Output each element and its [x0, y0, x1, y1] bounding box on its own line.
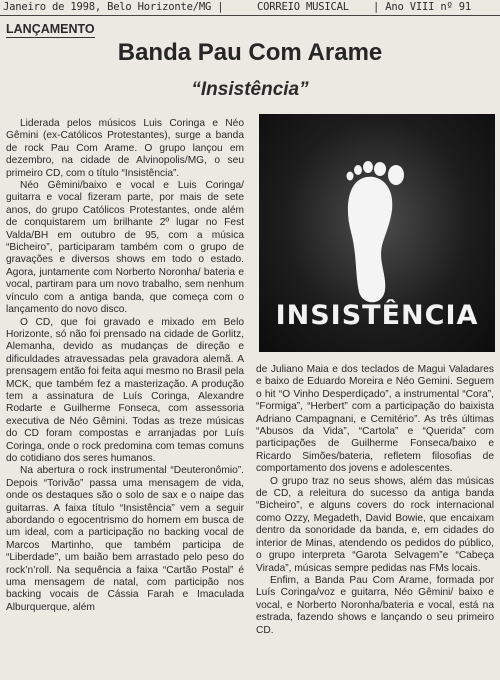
section-label: LANÇAMENTO: [6, 22, 95, 36]
paragraph: Na abertura o rock instrumental “Deuteronômio”. Depois “Torivão” passa uma mensagem de vida, onde os destaques são o solo de sax e o naipe das guitarras. A faixa título “Insistência” vem a seguir abordando o egocentrismo do homem em busca de um ideal, com a participação no backing vocal de Marcos Martinho, que também participa de “Liberdade”, um baião bem arrastado pelo peso do rock’n’roll. Na sequência a faixa “Cartão Postal” é uma mensagem de natal, com participão nos backing vocais de Cássia Farah e Imaculada Alburquerque, além: [6, 465, 244, 613]
masthead-issue: | Ano VIII nº 91: [373, 1, 471, 13]
masthead-publication: CORREIO MUSICAL: [257, 1, 349, 13]
masthead: [0, 0, 500, 16]
paragraph: O CD, que foi gravado e mixado em Belo Horizonte, só não foi prensado na cidade de Gorlitz, Alemanha, devido as mudanças de direção e dificuldades atravessadas pela gravadora alemã. A prensagem então foi feita aqui mesmo no Brasil pela MCK, que também fez a masterização. A produção tem a assinatura de Luís Coringa, Alexandre Rodarte e Guilherme Fonseca, com assessoria executiva de Néo Gêmini. Todas as treze músicas do CD foram compostas e arranjadas por Luís Coringa, onde o rock predomina com temas comuns do cotidiano dos seres humanos.: [6, 316, 244, 464]
paragraph: Néo Gêmini/baixo e vocal e Luis Coringa/ guitarra e vocal fizeram parte, por mais de sete anos, do grupo Católicos Protestantes, onde além de conquistarem um brilhante 2º lugar no Fest Valda/BH em outubro de 95, com a música “Bicheiro”, participaram também com o grupo de gravações e diversos shows em todo o estado. Agora, juntamente com Norberto Noronha/ bateria e vocal, partiram para um novo trabalho, sem nenhum vínculo com a antiga banda, que começa com o lançamento do novo disco.: [6, 180, 244, 316]
album-cover-title: INSISTÊNCIA: [275, 300, 479, 331]
paragraph: de Juliano Maia e dos teclados de Magui Valadares e baixo de Eduardo Moreira e Néo Gemini. Seguem o hit “O Vinho Desperdiçado”, a instrumental “Cora”, “Formiga”, “Herbert” com a participação do baixista Adriano Campagnani, e Cemitério”. As três últimas “Abusos da Vida”, “Cartola” e “Querida” com participações de Guilherme Fonseca/baixo e Ricardo Simões/bateria, refletem filosofias de comportamento dos jovens e adolescentes.: [256, 364, 494, 475]
article-column-right: [256, 364, 494, 637]
masthead-date: Janeiro de 1998, Belo Horizonte/MG |: [3, 1, 224, 13]
album-cover-image: [259, 114, 495, 352]
article-title: Banda Pau Com Arame: [117, 39, 383, 66]
article-subtitle: “Insistência”: [191, 79, 309, 100]
paragraph: O grupo traz no seus shows, além das músicas de CD, a releitura do sucesso da antiga banda “Bicheiro”, e alguns covers do rock internacional como Ozzy, Megadeth, David Bowie, que encaixam dentro da sonoridade da banda, e, em cidades do interior de Minas, atendendo os pedidos do público, o grupo interpreta “Garota Selvagem”e “Cabeça Virada”, músicas sempre pedidas nas FMs locais.: [256, 475, 494, 574]
article-column-left: [6, 118, 244, 614]
paragraph: Liderada pelos músicos Luis Coringa e Néo Gêmini (ex-Católicos Protestantes), surge a banda de rock Pau Com Arame. O grupo lançou em dezembro, na cidade de Alvinopolis/MG, o seu primeiro CD, com o título “Insistência”.: [6, 118, 244, 179]
paragraph: Enfim, a Banda Pau Com Arame, formada por Luís Coringa/voz e guitarra, Néo Gêmini/ baixo e vocal, e Norberto Noronha/bateria e vocal, está na estrada, fazendo shows e lançando o seu primeiro CD.: [256, 574, 494, 636]
